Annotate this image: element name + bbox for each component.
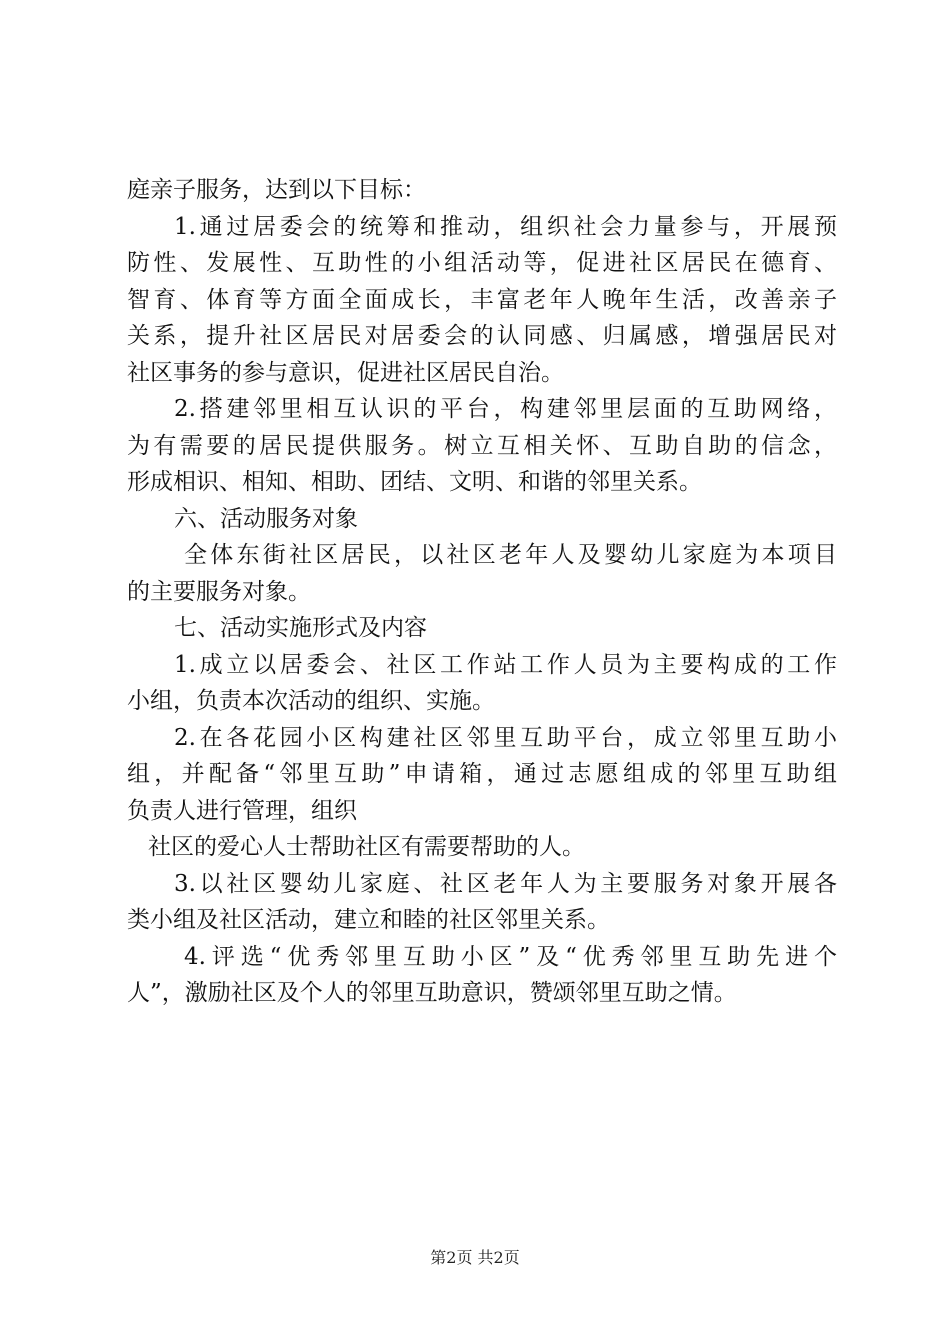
text-line: 关系，提升社区居民对居委会的认同感、归属感，增强居民对 (127, 323, 837, 349)
text-line: 的主要服务对象。 (127, 578, 311, 605)
text-line: 防性、发展性、互助性的小组活动等，促进社区居民在德育、 (127, 250, 837, 276)
text-line: 全体东街社区居民，以社区老年人及婴幼儿家庭为本项目 (184, 542, 837, 568)
text-line: 六、活动服务对象 (174, 505, 358, 532)
text-line: 庭亲子服务，达到以下目标： (127, 177, 426, 203)
text-line: 社区的爱心人士帮助社区有需要帮助的人。 (148, 834, 585, 860)
text-line: 3.以社区婴幼儿家庭、社区老年人为主要服务对象开展各 (174, 870, 837, 897)
text-line: 2.搭建邻里相互认识的平台，构建邻里层面的互助网络， (174, 396, 837, 422)
text-line: 小组，负责本次活动的组织、实施。 (127, 688, 495, 714)
page-footer: 第2页 共2页 (430, 1248, 520, 1267)
text-line: 1.通过居委会的统筹和推动，组织社会力量参与，开展预 (174, 213, 837, 240)
text-line: 负责人进行管理，组织 (127, 797, 357, 824)
text-line: 组，并配备“邻里互助”申请箱，通过志愿组成的邻里互助组 (127, 761, 837, 787)
text-line: 七、活动实施形式及内容 (174, 615, 427, 641)
text-line: 人”，激励社区及个人的邻里互助意识，赞颂邻里互助之情。 (127, 980, 737, 1006)
text-line: 4.评选“优秀邻里互助小区”及“优秀邻里互助先进个 (184, 943, 837, 970)
document-body (127, 172, 837, 1012)
text-line: 形成相识、相知、相助、团结、文明、和谐的邻里关系。 (127, 469, 702, 495)
text-line: 为有需要的居民提供服务。树立互相关怀、互助自助的信念， (127, 432, 837, 459)
text-line: 2.在各花园小区构建社区邻里互助平台，成立邻里互助小 (174, 724, 837, 751)
text-line: 1.成立以居委会、社区工作站工作人员为主要构成的工作 (174, 651, 837, 678)
text-line: 智育、体育等方面全面成长，丰富老年人晚年生活，改善亲子 (127, 286, 837, 313)
text-line: 社区事务的参与意识，促进社区居民自治。 (127, 359, 564, 386)
text-line: 类小组及社区活动，建立和睦的社区邻里关系。 (127, 907, 610, 933)
